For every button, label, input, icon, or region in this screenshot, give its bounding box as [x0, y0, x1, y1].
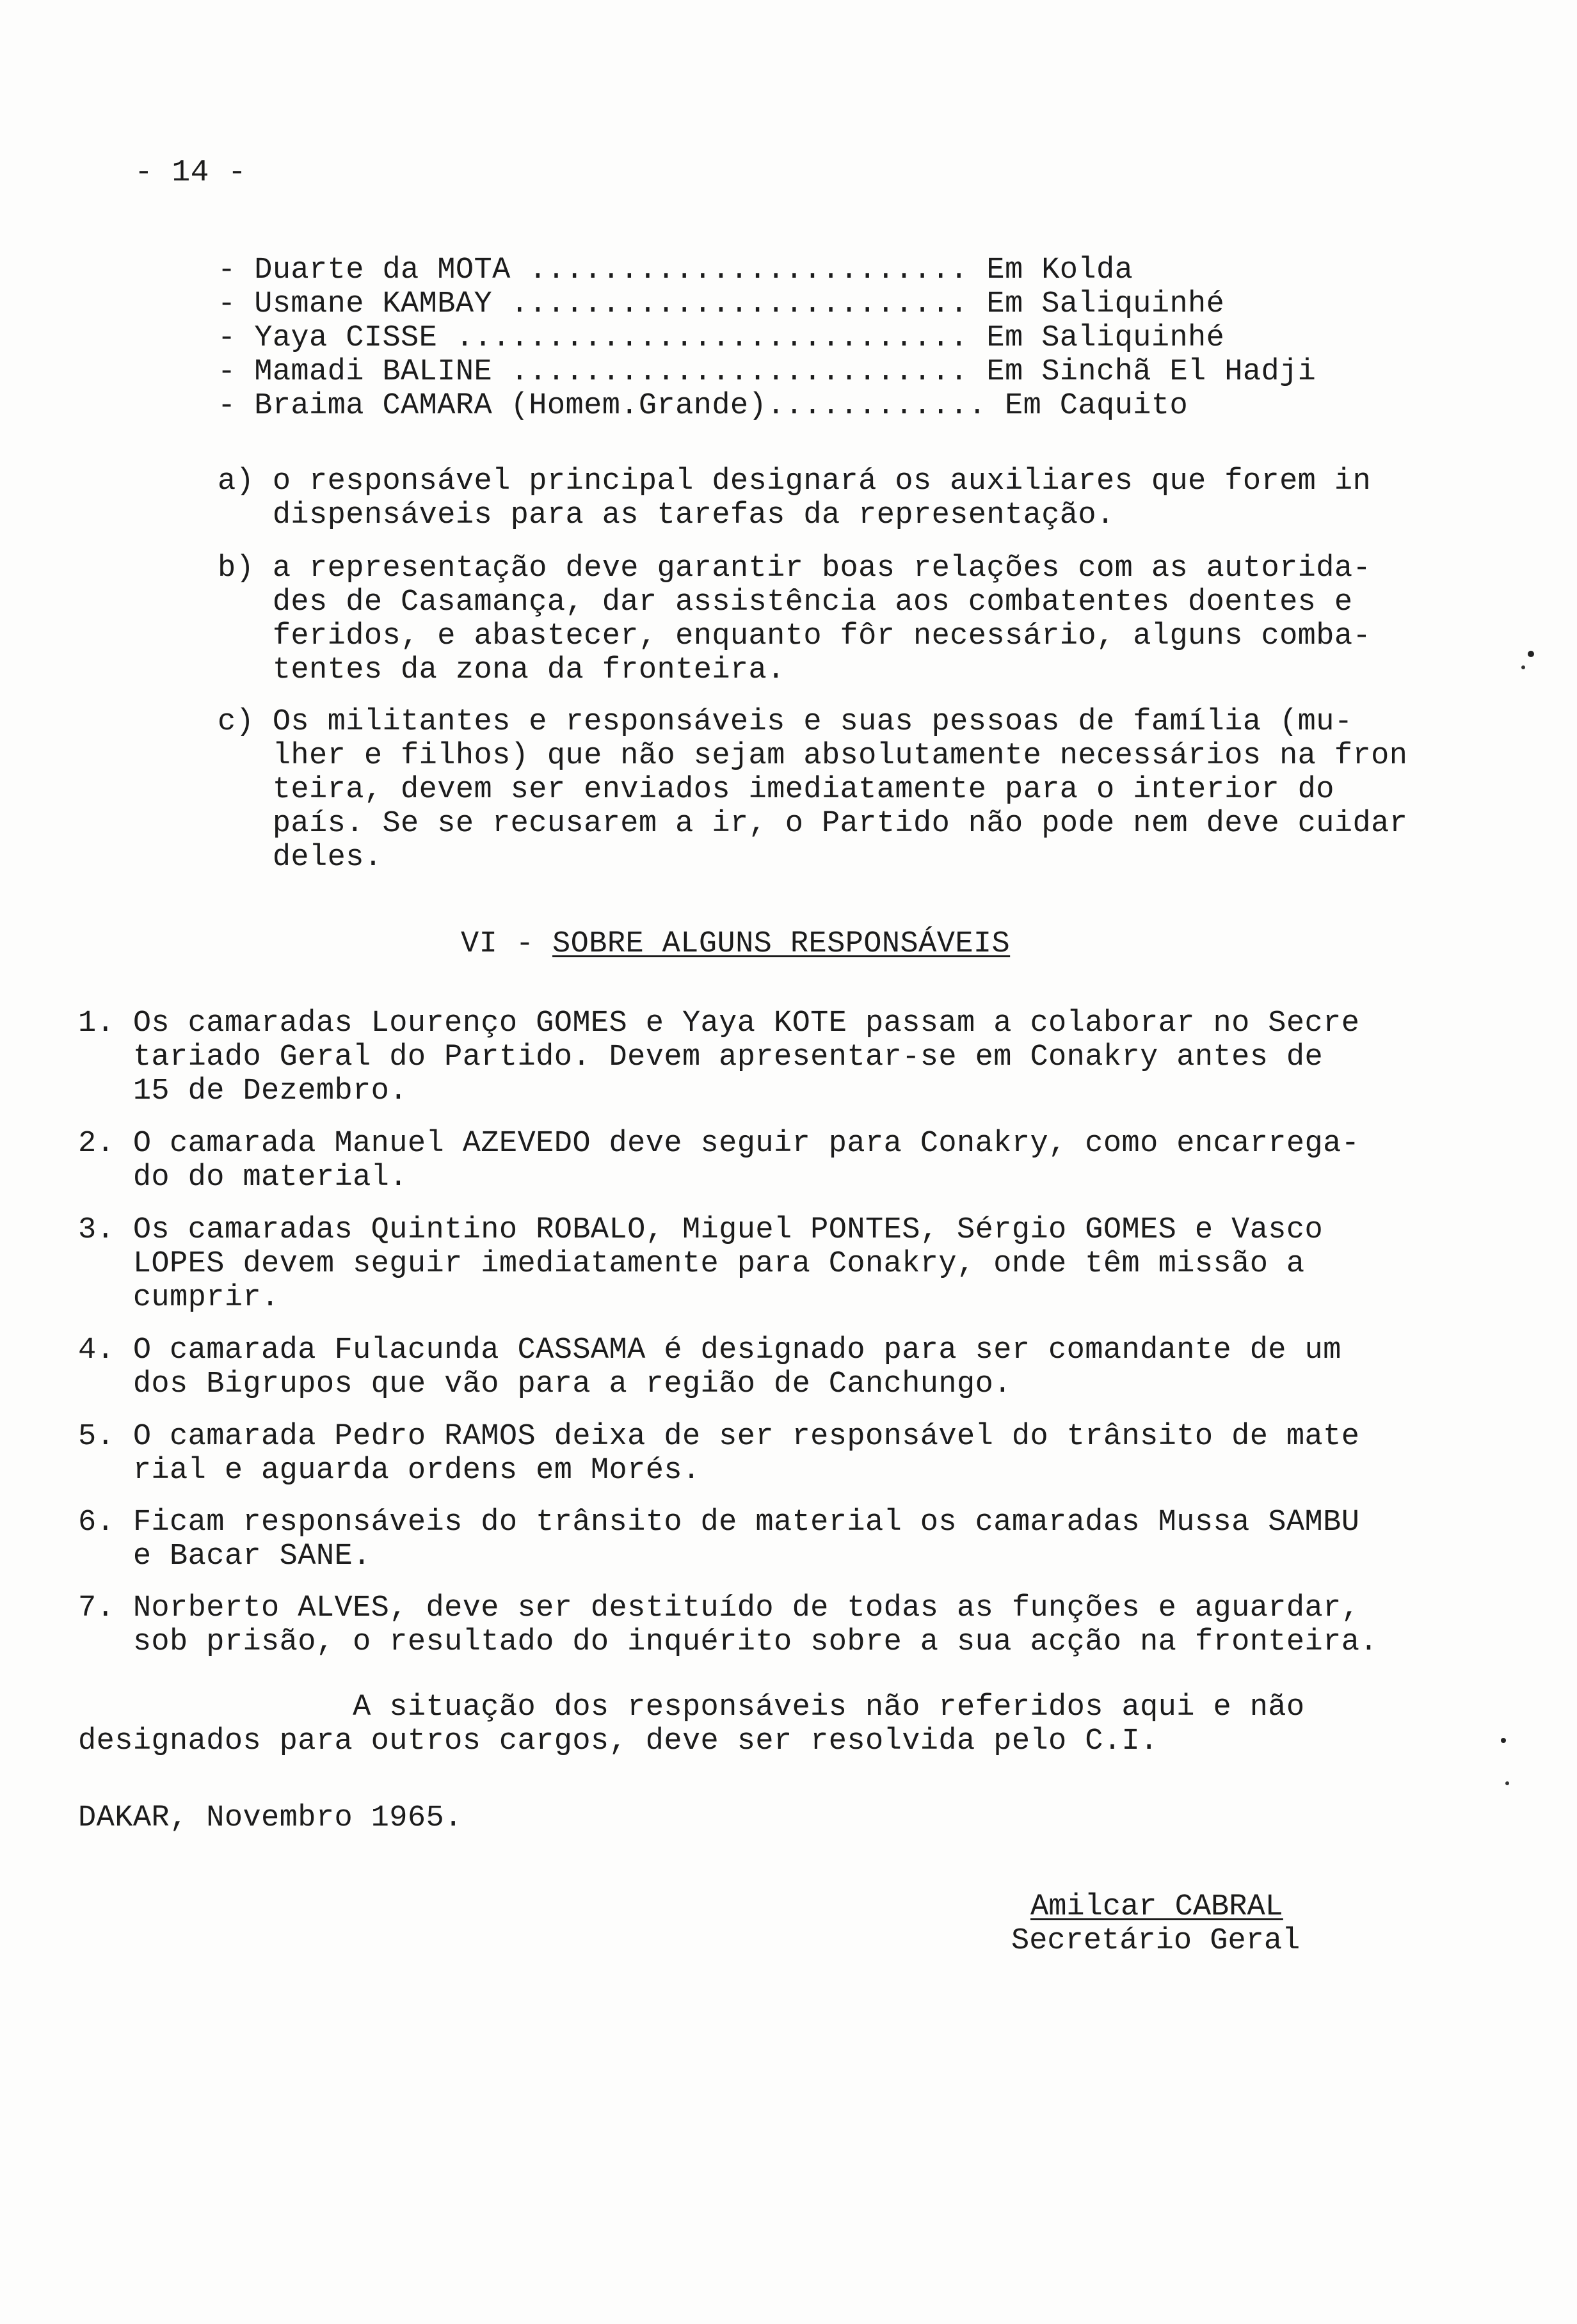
clause-line: deles. — [218, 841, 383, 875]
closing-line: designados para outros cargos, deve ser resolvida pelo C.I. — [78, 1724, 1158, 1758]
clause-line: país. Se se recusarem a ir, o Partido não pode nem deve cuidar — [218, 807, 1408, 841]
section-heading-title: SOBRE ALGUNS RESPONSÁVEIS — [552, 927, 1011, 961]
item-line: LOPES devem seguir imediatamente para Conakry, onde têm missão a — [78, 1247, 1305, 1281]
item-line: e Bacar SANE. — [78, 1540, 371, 1573]
item-line: 15 de Dezembro. — [78, 1074, 408, 1108]
item-line: dos Bigrupos que vão para a região de Canchungo. — [78, 1367, 1012, 1401]
clause-line: c) Os militantes e responsáveis e suas pessoas de família (mu- — [218, 705, 1353, 739]
item-line: 5. O camarada Pedro RAMOS deixa de ser responsável do trânsito de mate — [78, 1420, 1360, 1454]
item-line: 6. Ficam responsáveis do trânsito de material os camaradas Mussa SAMBU — [78, 1506, 1360, 1540]
closing-line: A situação dos responsáveis não referidos aqui e não — [78, 1691, 1305, 1724]
signatory-title: Secretário Geral — [1011, 1924, 1301, 1958]
delegate-entry: - Braima CAMARA (Homem.Grande)............ Em Caquito — [218, 389, 1189, 423]
item-line: tariado Geral do Partido. Devem apresentar-se em Conakry antes de — [78, 1040, 1324, 1074]
delegate-entry: - Yaya CISSE ............................ Em Saliquinhé — [218, 321, 1225, 355]
delegate-entry: - Mamadi BALINE ......................... Em Sinchã El Hadji — [218, 355, 1317, 389]
signatory-name: Amilcar CABRAL — [1030, 1890, 1283, 1924]
clause-line: a) o responsável principal designará os auxiliares que forem in — [218, 465, 1372, 498]
item-line: cumprir. — [78, 1281, 280, 1315]
delegate-entry: - Usmane KAMBAY ......................... Em Saliquinhé — [218, 287, 1225, 321]
clause-line: lher e filhos) que não sejam absolutamente necessários na fron — [218, 739, 1408, 773]
item-line: rial e aguarda ordens em Morés. — [78, 1454, 701, 1488]
item-line: 2. O camarada Manuel AZEVEDO deve seguir para Conakry, como encarrega- — [78, 1127, 1360, 1161]
item-line: sob prisão, o resultado do inquérito sobre a sua acção na fronteira. — [78, 1625, 1378, 1659]
section-heading-prefix: VI - — [461, 927, 553, 961]
clause-line: dispensáveis para as tarefas da representação. — [218, 498, 1115, 532]
clause-line: b) a representação deve garantir boas relações com as autorida- — [218, 552, 1372, 585]
item-line: 3. Os camaradas Quintino ROBALO, Miguel PONTES, Sérgio GOMES e Vasco — [78, 1213, 1324, 1247]
clause-line: feridos, e abastecer, enquanto fôr necessário, alguns comba- — [218, 619, 1372, 653]
item-line: 1. Os camaradas Lourenço GOMES e Yaya KOTE passam a colaborar no Secre — [78, 1007, 1360, 1040]
item-line: do do material. — [78, 1161, 408, 1195]
section-heading — [461, 928, 1010, 961]
delegate-entry: - Duarte da MOTA ........................ Em Kolda — [218, 253, 1133, 287]
item-line: 4. O camarada Fulacunda CASSAMA é designado para ser comandante de um — [78, 1333, 1341, 1367]
item-line: 7. Norberto ALVES, deve ser destituído de todas as funções e aguardar, — [78, 1591, 1360, 1625]
clause-line: tentes da zona da fronteira. — [218, 653, 785, 687]
clause-line: teira, devem ser enviados imediatamente para o interior do — [218, 773, 1334, 807]
clause-line: des de Casamança, dar assistência aos combatentes doentes e — [218, 585, 1353, 619]
page-number: - 14 - — [134, 155, 247, 190]
place-date: DAKAR, Novembro 1965. — [78, 1801, 463, 1835]
